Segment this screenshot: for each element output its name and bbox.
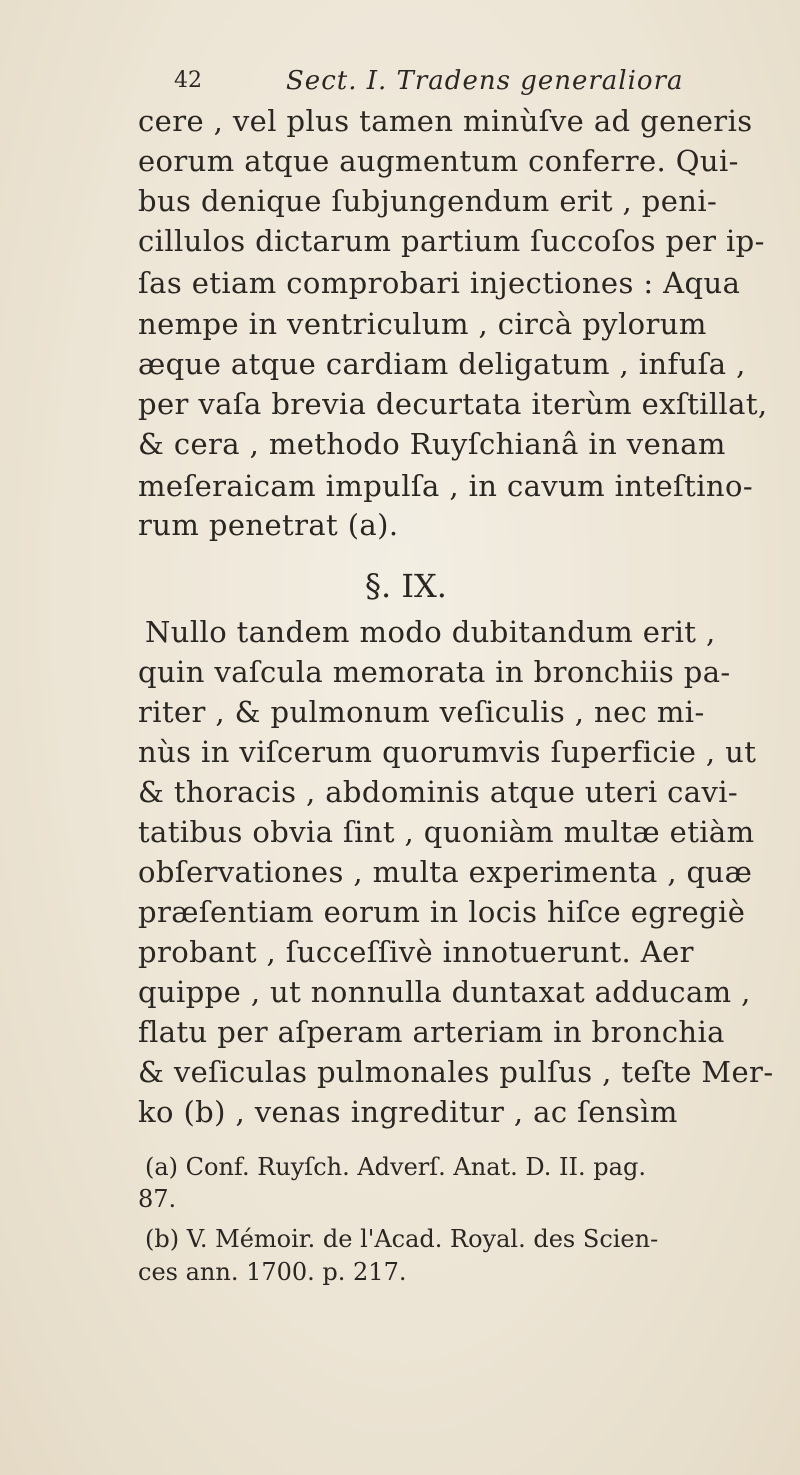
text-line: & veſiculas pulmonales pulſus , teſte Mer- bbox=[138, 1055, 774, 1089]
text-line: nùs in viſcerum quorumvis ſuperficie , ut bbox=[138, 735, 757, 769]
text-line: ko (b) , venas ingreditur , ac ſensìm bbox=[138, 1095, 678, 1129]
text-line: tatibus obvia ſint , quoniàm multæ etiàm bbox=[138, 815, 755, 849]
text-line: cere , vel plus tamen minùſve ad generis bbox=[138, 104, 753, 138]
text-line: quin vaſcula memorata in bronchiis pa- bbox=[138, 655, 731, 689]
text-line: ſas etiam comprobari injectiones : Aqua bbox=[138, 266, 741, 300]
text-line: Nullo tandem modo dubitandum erit , bbox=[145, 615, 716, 649]
footnote-a-cont: 87. bbox=[138, 1185, 177, 1213]
section-heading: §. IX. bbox=[365, 567, 447, 605]
text-line: obſervationes , multa experimenta , quæ bbox=[138, 855, 753, 889]
footnote-b: (b) V. Mémoir. de l'Acad. Royal. des Scien- bbox=[145, 1225, 659, 1253]
text-line: meſeraicam impulſa , in cavum inteſtino- bbox=[138, 469, 754, 503]
text-line: flatu per aſperam arteriam in bronchia bbox=[138, 1015, 725, 1049]
footnote-a: (a) Conf. Ruyſch. Adverſ. Anat. D. II. pag. bbox=[145, 1153, 646, 1181]
text-line: cillulos dictarum partium ſuccoſos per ip- bbox=[138, 224, 765, 258]
page-header bbox=[138, 66, 738, 106]
running-head: Sect. I. Tradens generaliora bbox=[286, 66, 684, 96]
text-line bbox=[138, 427, 726, 461]
text-line: bus denique ſubjungendum erit , peni- bbox=[138, 184, 718, 218]
text-line: per vaſa brevia decurtata iterùm exſtillat, bbox=[138, 387, 768, 421]
text-line: probant , ſucceſſivè innotuerunt. Aer bbox=[138, 935, 694, 969]
text-line: riter , & pulmonum veſiculis , nec mi- bbox=[138, 695, 705, 729]
text-line: rum penetrat (a). bbox=[138, 508, 399, 542]
text-line: & thoracis , abdominis atque uteri cavi- bbox=[138, 775, 739, 809]
text-line: æque atque cardiam deligatum , infuſa , bbox=[138, 347, 746, 381]
text-line: nempe in ventriculum , circà pylorum bbox=[138, 307, 707, 341]
text-line: eorum atque augmentum conferre. Qui- bbox=[138, 144, 739, 178]
page-number: 42 bbox=[174, 68, 202, 93]
text-line-part: & cera , methodo Ruyſchianâ in venam bbox=[138, 427, 726, 461]
text-line: præſentiam eorum in locis hiſce egregiè bbox=[138, 895, 746, 929]
text-line: quippe , ut nonnulla duntaxat adducam , bbox=[138, 975, 751, 1009]
footnote-b-cont: ces ann. 1700. p. 217. bbox=[138, 1258, 407, 1286]
